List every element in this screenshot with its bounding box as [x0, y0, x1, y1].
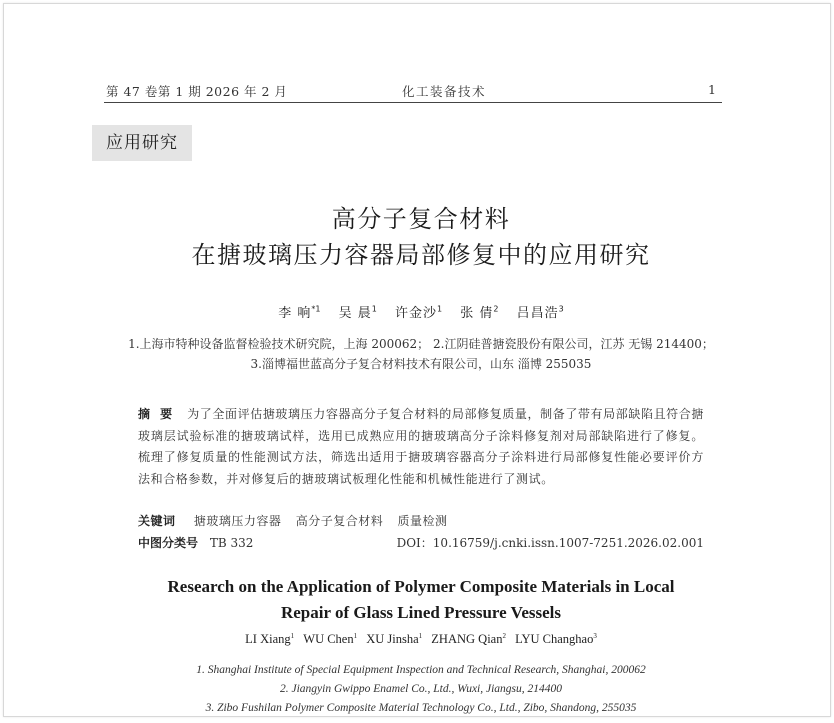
- author: WU Chen$^1$: [303, 632, 358, 647]
- english-title: [4, 574, 831, 626]
- page-number: 1: [708, 82, 716, 97]
- english-affiliations: [4, 661, 831, 717]
- author: 张 倩$^2$: [460, 304, 499, 321]
- chinese-title-line-1: 高分子复合材料: [331, 205, 511, 233]
- classification-number: TB 332: [209, 536, 254, 550]
- author: 吕昌浩$^3$: [516, 304, 564, 321]
- english-title-line-1: Research on the Application of Polymer Composite Materials in Local: [167, 577, 675, 596]
- abstract-label: 摘 要: [138, 407, 176, 421]
- affiliation-line: 3. Zibo Fushilan Polymer Composite Material Technology Co., Ltd., Zibo, Shandong, 255035: [205, 702, 637, 714]
- classification-line: [138, 534, 704, 551]
- affiliation-line: 2. Jiangyin Gwippo Enamel Co., Ltd., Wuxi, Jiangsu, 214400: [279, 683, 563, 695]
- affiliation-line: 1.上海市特种设备监督检验技术研究院，上海 200062； 2.江阴硅普搪瓷股份有限公司，江苏 无锡 214400；: [128, 337, 714, 351]
- chinese-title: [4, 201, 831, 273]
- document-page: [3, 3, 831, 717]
- keywords: [138, 512, 704, 529]
- chinese-title-line-2: 在搪玻璃压力容器局部修复中的应用研究: [191, 241, 651, 269]
- keyword: 搪玻璃压力容器: [193, 514, 282, 528]
- author: LYU Changhao$^3$: [515, 632, 597, 647]
- running-head: [104, 80, 722, 103]
- author: 吴 晨$^1$: [338, 304, 377, 321]
- chinese-affiliations: [4, 334, 831, 374]
- abstract: [138, 404, 704, 490]
- doi: DOI：10.16759/j.cnki.issn.1007-7251.2026.02.001: [396, 536, 704, 550]
- english-title-line-2: Repair of Glass Lined Pressure Vessels: [280, 603, 562, 622]
- affiliation-line: 1. Shanghai Institute of Special Equipment Inspection and Technical Research, Shanghai, 200062: [196, 664, 646, 676]
- abstract-text: 为了全面评估搪玻璃压力容器高分子复合材料的局部修复质量，制备了带有局部缺陷且符合搪玻璃层试验标准的搪玻璃试样，选用已成熟应用的搪玻璃高分子涂料修复剂对局部缺陷进行了修复。梳理了修复质量的性能测试方法，筛选出适用于搪玻璃容器高分子涂料进行局部修复性能必要评价方法和合格参数，并对修复后的搪玻璃试板理化性能和机械性能进行了测试。: [138, 407, 704, 486]
- issue-info: 第 47 卷第 1 期 2026 年 2 月: [106, 84, 288, 99]
- author: 许金沙$^1$: [395, 304, 443, 321]
- keyword: 高分子复合材料: [295, 514, 384, 528]
- author: LI Xiang$^1$: [245, 632, 295, 647]
- chinese-author-list: [4, 302, 831, 321]
- section-tag: 应用研究: [92, 125, 192, 161]
- journal-name: 化工装备技术: [402, 84, 487, 99]
- keywords-label: 关键词: [138, 514, 176, 528]
- author: 李 响$^{*1}$: [278, 304, 321, 321]
- classification-label: 中图分类号: [138, 536, 199, 550]
- author: ZHANG Qian$^2$: [431, 632, 506, 647]
- english-author-list: [4, 632, 831, 647]
- author: XU Jinsha$^1$: [366, 632, 423, 647]
- keyword: 质量检测: [397, 514, 448, 528]
- affiliation-line: 3.淄博福世蓝高分子复合材料技术有限公司，山东 淄博 255035: [250, 357, 592, 371]
